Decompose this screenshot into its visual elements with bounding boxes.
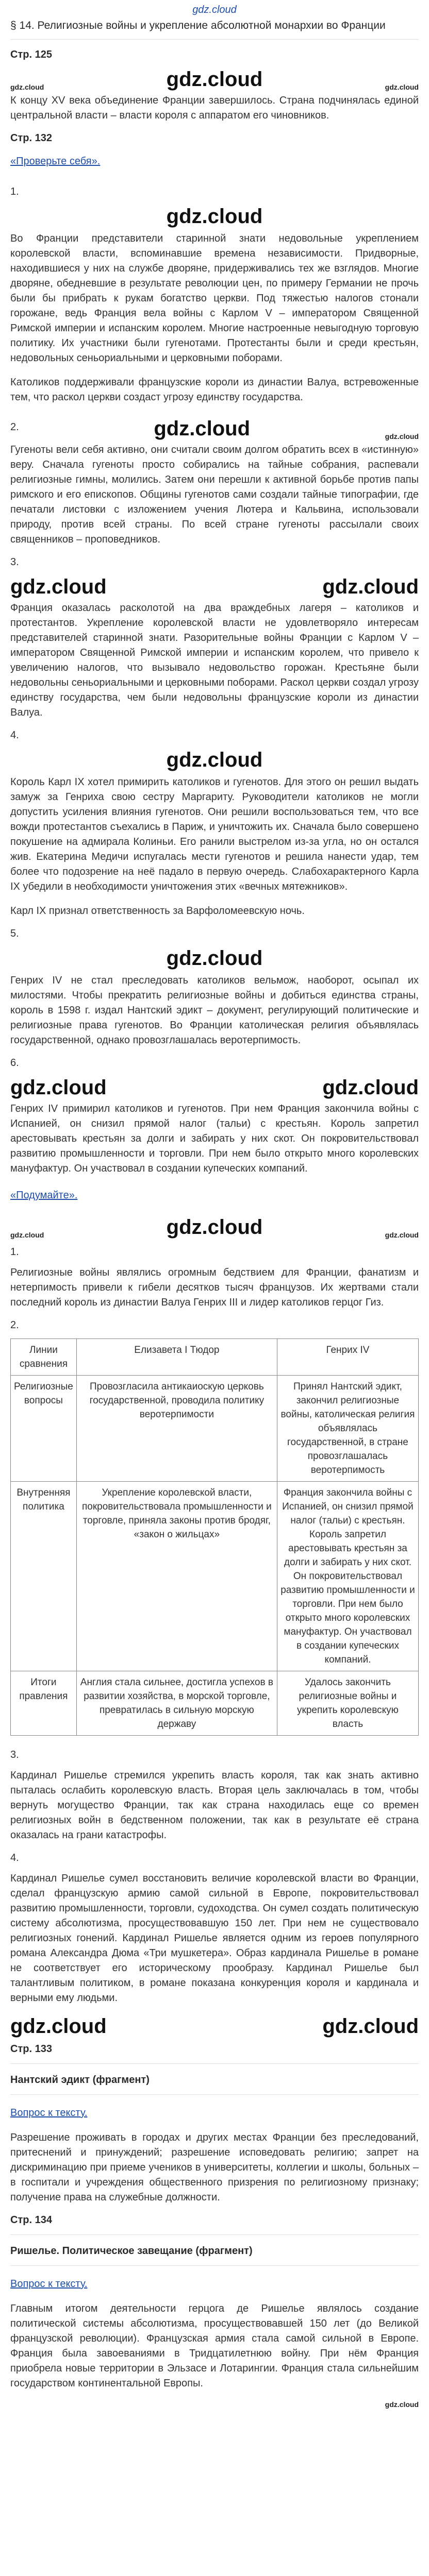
think-number: 2. bbox=[10, 1319, 19, 1331]
nantes-answer: Разрешение проживать в городах и других местах Франции без преследований, притеснений и принуждений; разрешение исповедовать религию; запрет на дискриминацию при приеме учеников в университеты, коллегии и школы, больных – в госпитали и учреждения общественного призрения по религиозному признаку; получение права на служебные должности. bbox=[10, 2132, 419, 2203]
divider bbox=[10, 2063, 419, 2064]
answer-number: 1. bbox=[10, 186, 19, 197]
watermark: gdz.cloud bbox=[166, 205, 263, 228]
watermark: gdz.cloud bbox=[166, 1216, 263, 1239]
watermark-small: gdz.cloud bbox=[10, 83, 44, 91]
think-number: 1. bbox=[10, 1246, 19, 1258]
answer-paragraph: Генрих IV примирил католиков и гугенотов. При нем Франция закончила войны с Испанией, он снизил прямой налог (тальи) с крестьян. Король запретил арестовывать крестьян за долги и забирать у них скот. Он покровительствовал развитию промышленности и торговли. При нем было открыто много королевских мануфактур. Он участвовал в создании купеческих компаний. bbox=[10, 1103, 419, 1174]
watermark-small: gdz.cloud bbox=[10, 1231, 44, 1239]
watermark-row bbox=[10, 1076, 419, 1099]
watermark-row bbox=[10, 414, 419, 440]
answer-paragraph: Во Франции представители старинной знати недовольные укреплением королевской власти, вспоминавшие времена независимости. Придворные, находившиеся у них на службе дворяне, придерживались тех же взглядов. Многие дворяне, обедневшие в результате революции цен, по примеру Германии не прочь были бы прибрать к рукам богатство церкви. Под тяжестью налогов стонали горожане, ведь Франция вела войны с Карлом V – императором Священной Римской империи и испанским королем. Многие настроенные невыгодную торговую политику. Их участники были гугенотами. Протестанты были и среди крестьян, недовольных сеньориальными и церковными поборами. bbox=[10, 233, 419, 364]
table-header: Линии сравнения bbox=[11, 1339, 77, 1376]
answer-paragraph: Генрих IV не стал преследовать католиков вельмож, наоборот, осыпал их милостями. Чтобы прекратить религиозные войны и добиться единства страны, король в 1598 г. издал Нантский эдикт – документ, регулирующий политические и религиозные права гугенотов. Во Франции католическая религия объявлялась государственной, однако провозглашалась веротерпимость. bbox=[10, 975, 419, 1046]
watermark: gdz.cloud bbox=[322, 575, 419, 598]
chapter-title: § 14. Религиозные войны и укрепление абсолютной монархии во Франции bbox=[10, 20, 419, 40]
watermark-row bbox=[10, 2015, 419, 2038]
table-cell: Укрепление королевской власти, покровительствовала промышленности и торговле, приняла законы против бродяг, «закон о жильцах» bbox=[76, 1482, 277, 1671]
site-logo[interactable]: gdz.cloud bbox=[192, 4, 237, 15]
table-header-row bbox=[11, 1339, 419, 1376]
watermark-row bbox=[10, 947, 419, 970]
table-cell: Удалось закончить религиозные войны и укрепить королевскую власть bbox=[277, 1671, 418, 1736]
answer-paragraph: Гугеноты вели себя активно, они считали своим долгом обратить всех в «истинную» веру. Сначала гугеноты просто собирались на тайные собрания, распевали религиозные гимны, молились. Затем они перешли к активной борьбе против папы римского и его епископов. Общины гугенотов сами создали тайные типографии, где печатали листовки с изложением учения Лютера и Кальвина, использовали природу, против всей страны. По всей стране гугеноты рассылали своих священников – проповедников. bbox=[10, 444, 419, 545]
table-cell: Итоги правления bbox=[11, 1671, 77, 1736]
table-header: Генрих IV bbox=[277, 1339, 418, 1376]
check-self-link[interactable]: «Проверьте себя». bbox=[10, 156, 101, 167]
think-link[interactable]: «Подумайте». bbox=[10, 1190, 78, 1201]
richelieu-title: Ришелье. Политическое завещание (фрагмент) bbox=[10, 2245, 253, 2257]
watermark: gdz.cloud bbox=[322, 2015, 419, 2038]
watermark: gdz.cloud bbox=[322, 1076, 419, 1099]
answer-number: 3. bbox=[10, 556, 19, 568]
page-ref-125: Стр. 125 bbox=[10, 49, 52, 60]
table-header: Елизавета I Тюдор bbox=[76, 1339, 277, 1376]
intro-paragraph: К концу XV века объединение Франции завершилось. Страна подчинялась единой центральной власти – власти короля с аппаратом его чиновников. bbox=[10, 95, 419, 121]
answer-number: 5. bbox=[10, 928, 19, 939]
page-ref-133: Стр. 133 bbox=[10, 2043, 52, 2055]
table-cell: Внутренняя политика bbox=[11, 1482, 77, 1671]
watermark-small: gdz.cloud bbox=[385, 432, 419, 440]
question-text-link[interactable]: Вопрос к тексту. bbox=[10, 2278, 88, 2290]
answer-number: 2. bbox=[10, 421, 19, 433]
watermark-small: gdz.cloud bbox=[385, 1231, 419, 1239]
watermark-row bbox=[10, 2400, 419, 2409]
think-paragraph: Кардинал Ришелье сумел восстановить величие королевской власти во Франции, сделал французскую армию самой сильной в Европе, покровительствовал развитию промышленности, торговли, судоходства. Он сумел создать политическую систему абсолютизма, просуществовавшую 150 лет. При нем не существовало религиозных гонений. Кардинал Ришелье является одним из героев популярного романа Александра Дюма «Три мушкетера». Образ кардинала Ришелье в романе не соответствует его историческому прообразу. Кардинал Ришелье был талантливым политиком, в романе показана конкуренция короля и кардинала и верными ему людьми. bbox=[10, 1873, 419, 2004]
watermark: gdz.cloud bbox=[166, 947, 263, 970]
table-cell: Франция закончила войны с Испанией, он снизил прямой налог (тальи) с крестьян. Король запретил арестовывать крестьян за долги и забирать у них скот. Он покровительствовал развитию промышленности и торговли. При нем было открыто много королевских мануфактур. Он участвовал в создании купеческих компаний. bbox=[277, 1482, 418, 1671]
comparison-table bbox=[10, 1338, 419, 1736]
watermark: gdz.cloud bbox=[166, 68, 263, 91]
watermark: gdz.cloud bbox=[10, 575, 107, 598]
think-paragraph: Религиозные войны являлись огромным бедствием для Франции, фанатизм и нетерпимость привели к гибели десятков тысяч французов. Их жертвами стали последний король из династии Валуа Генрих III и лидер католиков герцог Гиз. bbox=[10, 1267, 419, 1308]
table-row bbox=[11, 1671, 419, 1736]
watermark: gdz.cloud bbox=[10, 2015, 107, 2038]
table-cell: Провозгласила антикаиоскую церковь государственной, проводила политику веротерпимости bbox=[76, 1376, 277, 1482]
divider bbox=[10, 2234, 419, 2235]
table-row bbox=[11, 1376, 419, 1482]
richelieu-answer: Главным итогом деятельности герцога де Ришелье являлось создание политической системы абсолютизма, просуществовавшей 150 лет (до Великой французской революции). Французская армия стала самой сильной в Европе. Франция была завоеваниями в Тридцатилетнюю войну. При нём Франция приобрела новые территории в Эльзасе и Лотарингии. Франция стала сильнейшим государством континентальной Европы. bbox=[10, 2303, 419, 2389]
answer-number: 6. bbox=[10, 1057, 19, 1069]
think-number: 4. bbox=[10, 1852, 19, 1863]
watermark: gdz.cloud bbox=[166, 749, 263, 771]
question-text-link[interactable]: Вопрос к тексту. bbox=[10, 2107, 88, 2119]
watermark: gdz.cloud bbox=[10, 1076, 107, 1099]
watermark: gdz.cloud bbox=[154, 417, 250, 440]
page-ref-134: Стр. 134 bbox=[10, 2214, 52, 2226]
divider bbox=[10, 2094, 419, 2095]
divider bbox=[10, 2265, 419, 2266]
table-cell: Англия стала сильнее, достигла успехов в развитии хозяйства, в морской торговле, превратилась в сильную морскую державу bbox=[76, 1671, 277, 1736]
watermark-row bbox=[10, 68, 419, 91]
page-ref-132: Стр. 132 bbox=[10, 132, 52, 144]
nantes-title: Нантский эдикт (фрагмент) bbox=[10, 2074, 150, 2086]
table-row bbox=[11, 1482, 419, 1671]
answer-paragraph: Католиков поддерживали французские короли из династии Валуа, встревоженные тем, что раскол церкви создаст угрозу единству государства. bbox=[10, 377, 419, 403]
watermark-row bbox=[10, 749, 419, 772]
watermark-small: gdz.cloud bbox=[385, 2400, 419, 2409]
table-cell: Принял Нантский эдикт, закончил религиозные войны, католическая религия объявлялась государственной, в стране провозглашалась веротерпимость bbox=[277, 1376, 418, 1482]
watermark-row bbox=[10, 205, 419, 228]
answer-number: 4. bbox=[10, 730, 19, 741]
think-paragraph: Кардинал Ришелье стремился укрепить власть короля, так как знать активно пыталась ослабить королевскую власть. Вторая цель заключалась в том, чтобы вернуть могущество Франции, так как страна находилась еще со времен религиозных войн в бедственном положении, так как в результате её страна оказалась на грани катастрофы. bbox=[10, 1770, 419, 1841]
watermark-row bbox=[10, 575, 419, 599]
answer-paragraph: Франция оказалась расколотой на два враждебных лагеря – католиков и протестантов. Укрепление королевской власти не удовлетворяло интересам представителей старинной знати. Разорительные войны Франции с Карлом V – императором Священной Римской империи и испанским королем, что привело к увеличению налогов, что вызывало недовольство горожан. Крестьяне были недовольны сеньориальными и церковными поборами. Раскол церкви создал угрозу единству государства, чем были недовольны французские короли из династии Валуа. bbox=[10, 602, 419, 718]
think-number: 3. bbox=[10, 1749, 19, 1760]
answer-paragraph: Карл IX признал ответственность за Варфоломеевскую ночь. bbox=[10, 905, 305, 917]
watermark-row bbox=[10, 1216, 419, 1239]
table-cell: Религиозные вопросы bbox=[11, 1376, 77, 1482]
watermark-small: gdz.cloud bbox=[385, 83, 419, 91]
answer-paragraph: Король Карл IX хотел примирить католиков и гугенотов. Для этого он решил выдать замуж за Генриха свою сестру Маргариту. Руководители католиков не могли допустить усиления влияния гугенотов. Они решили воспользоваться тем, что все вожди протестантов съехались в Париж, и уничтожить их. Сначала было совершено покушение на адмирала Колиньи. Его ранили выстрелом из-за угла, но он остался жив. Екатерина Медичи испугалась мести гугенотов и решила нанести удар, тем более что подозрение на неё падало в первую очередь. Слабохарактерного Карла IX убедили в необходимости уничтожения этих «вечных мятежников». bbox=[10, 776, 419, 892]
